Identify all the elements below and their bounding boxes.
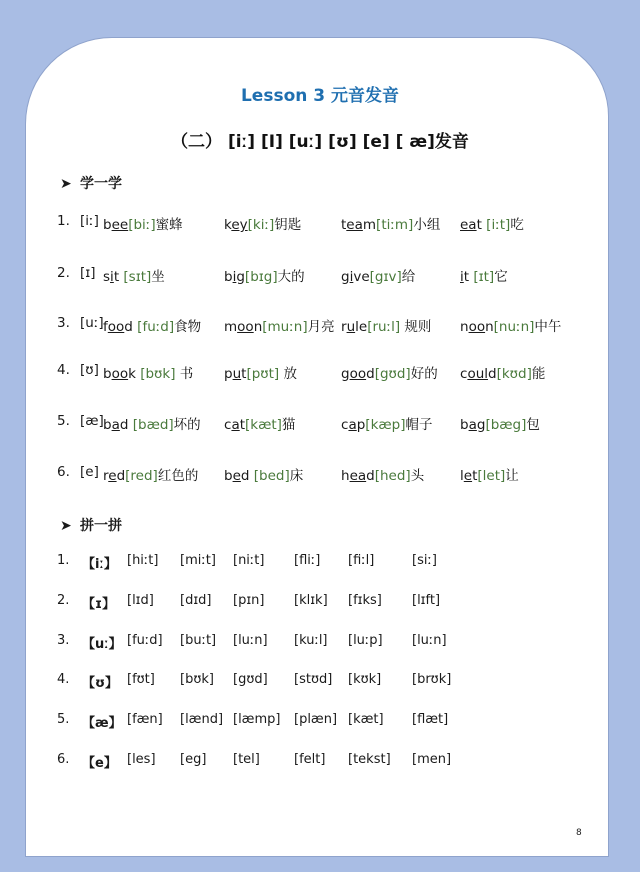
spell-section-heading	[60, 515, 122, 535]
learn-heading-label: 学一学	[80, 176, 122, 192]
word-part: t	[472, 468, 478, 484]
word-part: g	[341, 269, 350, 285]
phonetic-item: [kuːl]	[294, 633, 328, 648]
word-part: b	[103, 217, 112, 233]
word-part: b	[103, 417, 112, 433]
phonetic: [bed]	[253, 468, 290, 484]
lesson-title: Lesson 3 元音发音	[240, 86, 400, 106]
example-word	[460, 413, 540, 433]
phonetic: [muːn]	[262, 319, 308, 335]
example-word	[103, 362, 193, 382]
underlined-letters: oo	[468, 319, 486, 335]
phonetic: [iːt]	[481, 217, 511, 233]
phonetic-item: [stʊd]	[294, 672, 333, 687]
word-part: s	[103, 269, 111, 285]
phonetic: [bʊk]	[140, 366, 176, 382]
phonetic-item: [lænd]	[180, 712, 224, 727]
vowel-symbol: 【iː】	[82, 557, 117, 572]
phonetic-item: [klɪk]	[294, 593, 328, 608]
underlined-letters: i	[110, 269, 114, 285]
phonetic-item: [buːt]	[180, 633, 217, 648]
phonetic-item: [bʊk]	[180, 672, 214, 687]
phonetic-item: [flæt]	[412, 712, 449, 727]
learn-row	[0, 315, 640, 339]
word-part: k	[224, 217, 232, 233]
page-sheet	[26, 38, 608, 856]
vowel-symbol: [ʊ]	[80, 362, 99, 378]
example-word	[103, 265, 165, 285]
underlined-letters: oo	[111, 366, 129, 382]
phonetic: [ruːl]	[367, 319, 401, 335]
underlined-letters: ey	[231, 217, 248, 233]
underlined-letters: u	[346, 319, 356, 335]
row-number: 3.	[57, 315, 70, 331]
phonetic: [pʊt]	[246, 366, 280, 382]
word-part: d	[488, 366, 497, 382]
learn-row	[0, 362, 640, 386]
word-part: n	[485, 319, 494, 335]
phonetic-item: [fliː]	[294, 553, 321, 568]
underlined-letters: a	[231, 417, 240, 433]
word-part: d	[366, 468, 375, 484]
example-word	[460, 265, 508, 285]
example-word	[224, 213, 301, 233]
chinese-meaning: 让	[505, 468, 519, 484]
spell-heading-label: 拼一拼	[80, 518, 122, 534]
phonetic-item: [luːn]	[412, 633, 447, 648]
chinese-meaning: 头	[410, 468, 425, 484]
phonetic: [nuːn]	[493, 319, 535, 335]
chinese-meaning: 它	[494, 269, 508, 285]
learn-section-heading	[60, 173, 122, 193]
phonetic-item: [fʊt]	[127, 672, 155, 687]
phonetic: [fuːd]	[137, 319, 175, 335]
underlined-letters: ee	[111, 217, 129, 233]
example-word	[341, 265, 415, 285]
phonetic-item: [tel]	[233, 752, 260, 767]
phonetic-item: [men]	[412, 752, 452, 767]
phonetic-item: [lɪd]	[127, 593, 154, 608]
chinese-meaning: 猫	[281, 417, 296, 433]
word-part: m	[362, 217, 377, 233]
vowel-symbol: [ɪ]	[80, 265, 96, 281]
example-word	[103, 464, 198, 484]
phonetic-item: [fæn]	[127, 712, 163, 727]
word-part: t	[463, 269, 474, 285]
phonetic: [let]	[477, 468, 506, 484]
page-number: 8	[576, 828, 582, 838]
chinese-meaning: 中午	[534, 319, 562, 335]
phonetic-item: [fɪks]	[348, 593, 382, 608]
word-part: d	[119, 417, 133, 433]
word-part: h	[341, 468, 350, 484]
word-part: n	[460, 319, 469, 335]
phonetic: [biː]	[128, 217, 156, 233]
word-part: p	[224, 366, 233, 382]
example-word	[460, 213, 524, 233]
phonetic-item: [tekst]	[348, 752, 391, 767]
example-word	[224, 464, 303, 484]
phonetic-item: [eg]	[180, 752, 207, 767]
word-part: m	[224, 319, 238, 335]
underlined-letters: a	[111, 417, 120, 433]
word-part: c	[224, 417, 232, 433]
word-part: b	[103, 366, 112, 382]
arrow-icon: ➤	[60, 176, 72, 192]
underlined-letters: e	[108, 468, 117, 484]
example-word	[341, 464, 424, 484]
row-number: 2.	[57, 265, 70, 281]
word-part: r	[103, 468, 109, 484]
word-part: t	[113, 269, 124, 285]
spell-row	[0, 553, 640, 573]
word-part: n	[253, 319, 263, 335]
row-number: 6.	[57, 752, 70, 767]
phonetic: [bɪg]	[244, 269, 278, 285]
underlined-letters: i	[232, 269, 237, 285]
phonetic: [kʊd]	[496, 366, 532, 382]
phonetic-item: [niːt]	[233, 553, 265, 568]
example-word	[460, 315, 561, 335]
page-subtitle: （二） [iː] [I] [uː] [ʊ] [e] [ æ]发音	[171, 132, 469, 152]
word-part: b	[224, 269, 233, 285]
example-word	[460, 464, 519, 484]
example-word	[103, 413, 201, 433]
chinese-meaning: 好的	[410, 366, 438, 382]
vowel-symbol: [æ]	[80, 413, 104, 429]
underlined-letters: oo	[237, 319, 254, 335]
phonetic-item: [felt]	[294, 752, 326, 767]
chinese-meaning: 帽子	[405, 417, 433, 433]
word-part: l	[460, 468, 464, 484]
phonetic-item: [pɪn]	[233, 593, 265, 608]
row-number: 4.	[57, 672, 70, 687]
underlined-letters: e	[232, 468, 241, 484]
phonetic: [kæt]	[245, 417, 282, 433]
arrow-icon: ➤	[60, 518, 72, 534]
vowel-symbol: [iː]	[80, 213, 99, 229]
example-word	[460, 362, 545, 382]
phonetic: [gʊd]	[374, 366, 411, 382]
chinese-meaning: 蜜蜂	[155, 217, 183, 233]
example-word	[341, 362, 438, 382]
phonetic-item: [kæt]	[348, 712, 384, 727]
word-part: t	[476, 217, 482, 233]
phonetic-item: [lɪft]	[412, 593, 441, 608]
chinese-meaning: 书	[175, 366, 194, 382]
phonetic: [ɪt]	[473, 269, 495, 285]
example-word	[224, 362, 297, 382]
row-number: 1.	[57, 213, 70, 229]
vowel-symbol: 【æ】	[82, 716, 122, 731]
example-word	[103, 315, 201, 335]
chinese-meaning: 给	[401, 269, 416, 285]
underlined-letters: a	[468, 417, 477, 433]
example-word	[341, 413, 432, 433]
phonetic: [red]	[125, 468, 158, 484]
row-number: 3.	[57, 633, 70, 648]
word-part: d	[124, 319, 138, 335]
phonetic: [hed]	[374, 468, 411, 484]
phonetic: [tiːm]	[376, 217, 414, 233]
example-word	[224, 265, 305, 285]
chinese-meaning: 坏的	[173, 417, 201, 433]
phonetic-item: [siː]	[412, 553, 437, 568]
spell-row	[0, 593, 640, 613]
chinese-meaning: 月亮	[307, 319, 335, 335]
word-part: c	[341, 417, 349, 433]
chinese-meaning: 钥匙	[274, 217, 302, 233]
phonetic-item: [læmp]	[233, 712, 281, 727]
underlined-letters: i	[460, 269, 464, 285]
phonetic-item: [dɪd]	[180, 593, 212, 608]
example-word	[341, 213, 440, 233]
example-word	[224, 315, 335, 335]
word-part: k	[128, 366, 141, 382]
row-number: 6.	[57, 464, 70, 480]
spell-row	[0, 672, 640, 692]
row-number: 1.	[57, 553, 70, 568]
word-part: g	[236, 269, 245, 285]
underlined-letters: i	[349, 269, 354, 285]
learn-row	[0, 464, 640, 488]
learn-row	[0, 213, 640, 237]
word-part: p	[356, 417, 366, 433]
chinese-meaning: 放	[279, 366, 297, 382]
underlined-letters: ea	[349, 468, 367, 484]
word-part: ve	[353, 269, 370, 285]
phonetic-item: [plæn]	[294, 712, 338, 727]
phonetic: [sɪt]	[123, 269, 152, 285]
example-word	[341, 315, 431, 335]
phonetic: [bæd]	[132, 417, 174, 433]
word-part: r	[341, 319, 347, 335]
phonetic-item: [kʊk]	[348, 672, 382, 687]
example-word	[224, 413, 295, 433]
word-part: g	[341, 366, 350, 382]
row-number: 4.	[57, 362, 70, 378]
chinese-meaning: 能	[531, 366, 546, 382]
vowel-symbol: [e]	[80, 464, 99, 480]
spell-row	[0, 633, 640, 653]
word-part: b	[460, 417, 469, 433]
phonetic: [gɪv]	[369, 269, 402, 285]
phonetic: [kiː]	[247, 217, 275, 233]
learn-row	[0, 265, 640, 289]
word-part: t	[341, 217, 347, 233]
vowel-symbol: 【ɪ】	[82, 597, 116, 612]
row-number: 5.	[57, 413, 70, 429]
phonetic-item: [fuːd]	[127, 633, 163, 648]
spell-row	[0, 752, 640, 772]
word-part: le	[355, 319, 368, 335]
underlined-letters: oo	[107, 319, 125, 335]
row-number: 5.	[57, 712, 70, 727]
example-word	[103, 213, 183, 233]
vowel-symbol: 【ʊ】	[82, 676, 119, 691]
learn-row	[0, 413, 640, 437]
phonetic: [bæg]	[485, 417, 527, 433]
underlined-letters: a	[348, 417, 357, 433]
phonetic: [kæp]	[365, 417, 406, 433]
phonetic-item: [miːt]	[180, 553, 216, 568]
word-part: d	[240, 468, 254, 484]
underlined-letters: ea	[460, 217, 477, 233]
phonetic-item: [hiːt]	[127, 553, 159, 568]
word-part: t	[241, 366, 247, 382]
word-part: d	[366, 366, 375, 382]
phonetic-item: [luːn]	[233, 633, 268, 648]
chinese-meaning: 吃	[510, 217, 524, 233]
underlined-letters: u	[232, 366, 242, 382]
word-part: t	[239, 417, 246, 433]
vowel-symbol: 【uː】	[82, 637, 122, 652]
underlined-letters: oul	[467, 366, 489, 382]
chinese-meaning: 包	[526, 417, 540, 433]
vowel-symbol: 【e】	[82, 756, 117, 771]
word-part: f	[103, 319, 108, 335]
underlined-letters: ea	[346, 217, 363, 233]
vowel-symbol: [uː]	[80, 315, 104, 331]
chinese-meaning: 小组	[413, 217, 441, 233]
word-part: d	[116, 468, 126, 484]
underlined-letters: e	[463, 468, 473, 484]
word-part: g	[476, 417, 486, 433]
phonetic-item: [fiːl]	[348, 553, 375, 568]
phonetic-item: [gʊd]	[233, 672, 268, 687]
chinese-meaning: 床	[289, 468, 304, 484]
word-part: b	[224, 468, 233, 484]
chinese-meaning: 红色的	[157, 468, 199, 484]
phonetic-item: [brʊk]	[412, 672, 452, 687]
chinese-meaning: 大的	[277, 269, 305, 285]
word-part: c	[460, 366, 468, 382]
phonetic-item: [les]	[127, 752, 156, 767]
row-number: 2.	[57, 593, 70, 608]
phonetic-item: [luːp]	[348, 633, 383, 648]
chinese-meaning: 坐	[151, 269, 165, 285]
underlined-letters: oo	[349, 366, 367, 382]
spell-row	[0, 712, 640, 732]
chinese-meaning: 食物	[174, 319, 202, 335]
chinese-meaning: 规则	[400, 319, 432, 335]
